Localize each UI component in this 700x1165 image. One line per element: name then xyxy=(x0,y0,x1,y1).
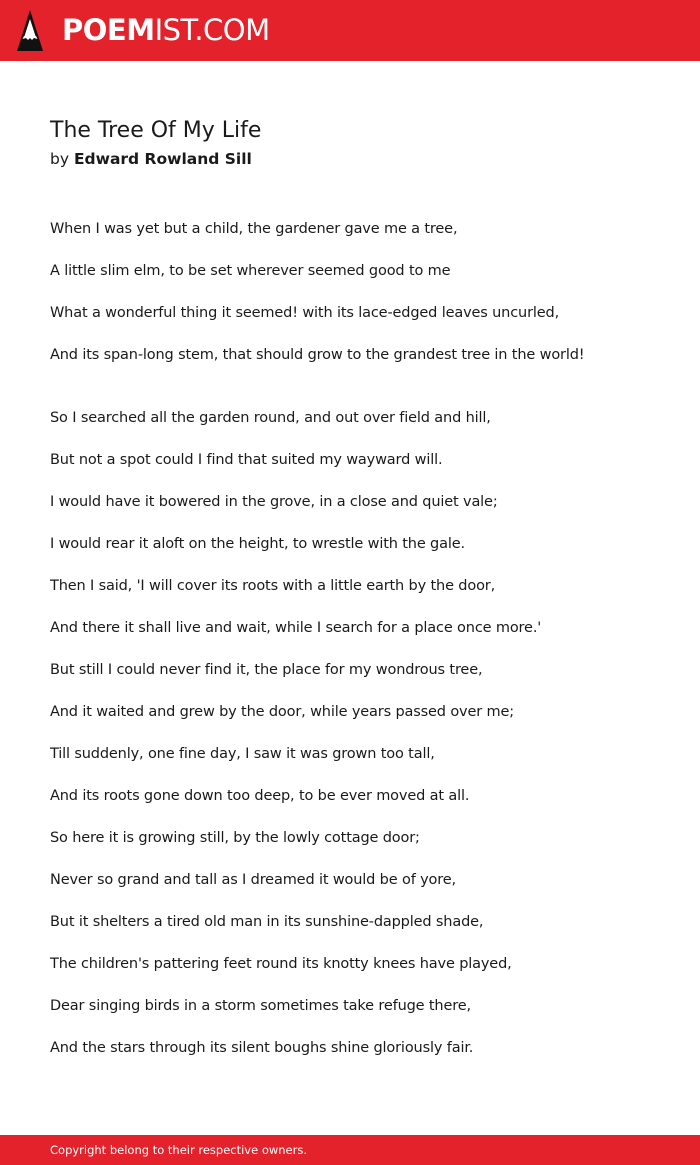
poem-line: A little slim elm, to be set wherever seemed good to me xyxy=(50,263,451,279)
poem-line: And the stars through its silent boughs shine gloriously fair. xyxy=(50,1040,474,1056)
poem-line: So I searched all the garden round, and out over field and hill, xyxy=(50,410,491,426)
poem-line: And its span-long stem, that should grow to the grandest tree in the world! xyxy=(50,347,585,363)
poem-stanza-1 xyxy=(50,218,584,386)
poem-line: I would have it bowered in the grove, in a close and quiet vale; xyxy=(50,494,498,510)
site-footer xyxy=(0,1135,700,1165)
poem-line: So here it is growing still, by the lowly cottage door; xyxy=(50,830,420,846)
by-label: by xyxy=(50,150,70,168)
poem-title: The Tree Of My Life xyxy=(50,118,262,143)
poem-line: I would rear it aloft on the height, to wrestle with the gale. xyxy=(50,536,465,552)
poem-line: The children's pattering feet round its knotty knees have played, xyxy=(50,956,512,972)
poem-line: Dear singing birds in a storm sometimes take refuge there, xyxy=(50,998,471,1014)
poem-line: And there it shall live and wait, while I search for a place once more.' xyxy=(50,620,542,636)
site-logo[interactable] xyxy=(62,12,270,48)
poem-line: Never so grand and tall as I dreamed it would be of yore, xyxy=(50,872,456,888)
logo-brand-light: IST.COM xyxy=(154,13,270,47)
logo-brand-bold: POEM xyxy=(62,13,155,47)
poem-author: Edward Rowland Sill xyxy=(73,150,252,168)
poem-line: But it shelters a tired old man in its sunshine-dappled shade, xyxy=(50,914,484,930)
poem-line: But not a spot could I find that suited my wayward will. xyxy=(50,452,443,468)
pencil-icon[interactable] xyxy=(16,9,44,52)
poem-line: But still I could never find it, the place for my wondrous tree, xyxy=(50,662,483,678)
poem-line: Then I said, 'I will cover its roots with a little earth by the door, xyxy=(50,578,496,594)
copyright-notice: Copyright belong to their respective owners. xyxy=(50,1143,308,1157)
poem-byline xyxy=(50,148,252,170)
site-header xyxy=(0,0,700,61)
poem-line: Till suddenly, one fine day, I saw it was grown too tall, xyxy=(50,746,435,762)
poem-line: And its roots gone down too deep, to be ever moved at all. xyxy=(50,788,470,804)
poem-line: What a wonderful thing it seemed! with its lace-edged leaves uncurled, xyxy=(50,305,560,321)
poem-stanza-2 xyxy=(50,407,541,1079)
poem-line: When I was yet but a child, the gardener gave me a tree, xyxy=(50,221,458,237)
poem-line: And it waited and grew by the door, while years passed over me; xyxy=(50,704,514,720)
